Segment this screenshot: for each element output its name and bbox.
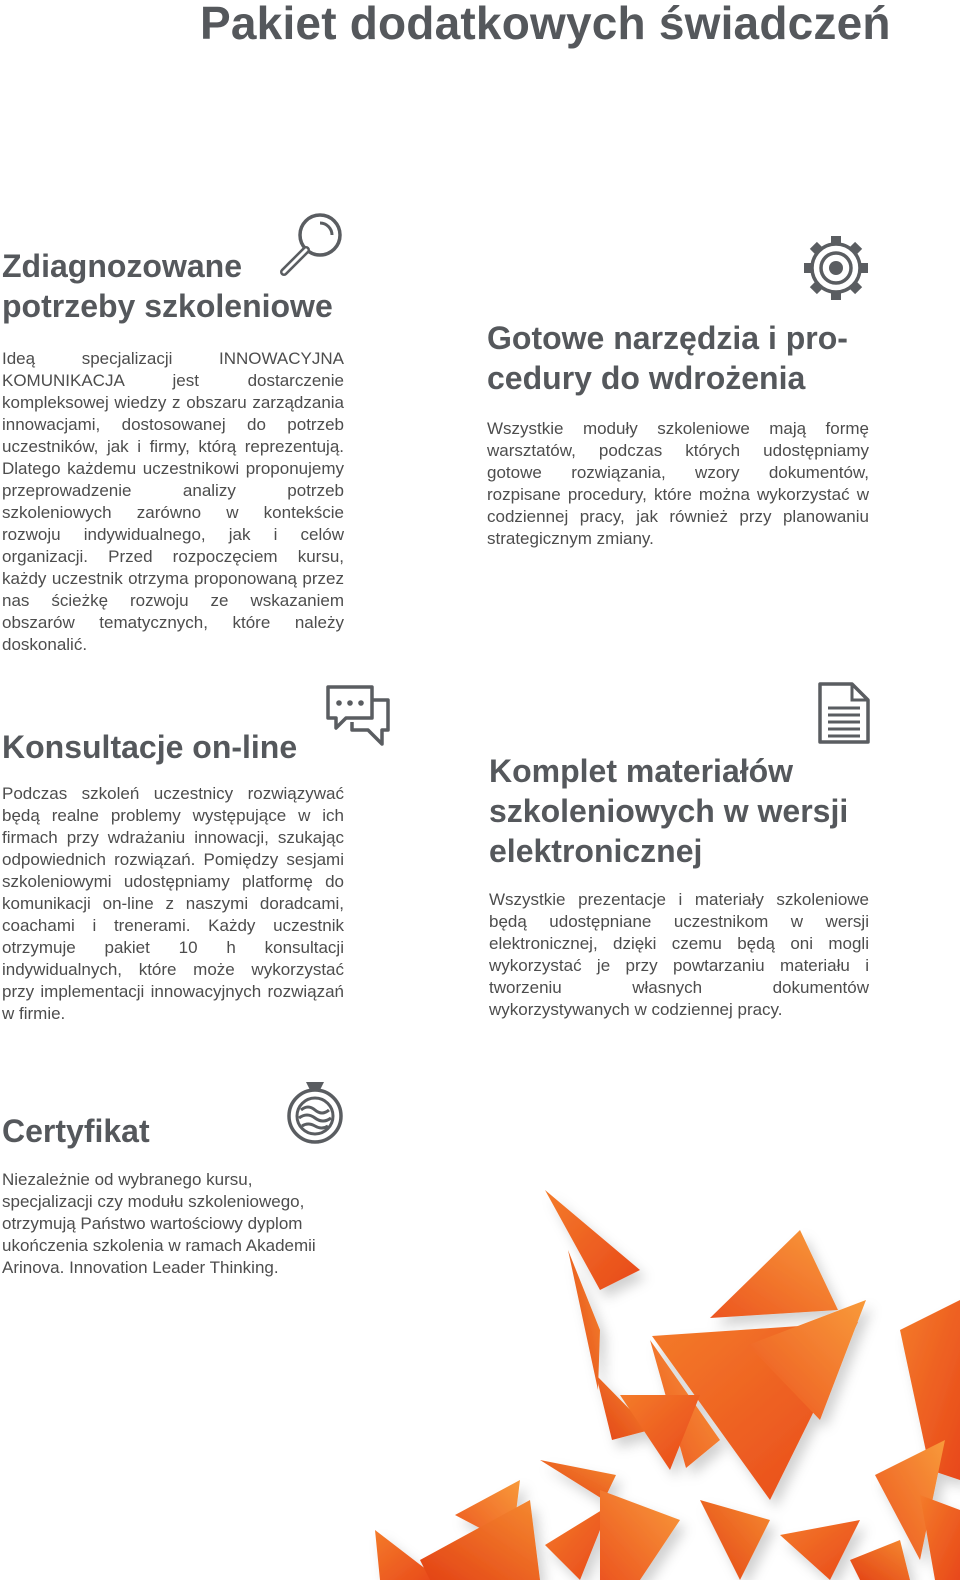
section-body: Wszystkie prezentacje i materiały szkoleniowe będą udostępniane uczestnikom w wersji elektronicznej, dzięki czemu będą oni mogli wykorzystać je przy powtarzaniu materiału i tworzeniu własnych dokumentów wykorzystywanych w codziennej pracy. [489, 890, 869, 1019]
section-body: Niezależnie od wybranego kursu, specjalizacji czy modułu szkoleniowego, otrzymują Państwo wartościowy dyplom ukończenia szkolenia w ramach Akademii Arinova. Innovation Leader Thinking. [2, 1170, 316, 1277]
page-title: Pakiet dodatkowych świadczeń [200, 0, 891, 49]
section-title: Zdiagnozowane potrzeby szkoleniowe [2, 248, 333, 324]
section-body: Ideą specjalizacji INNOWACYJNA KOMUNIKACJA jest dostarczenie kompleksowej wiedzy z obszaru zarządzania innowacjami, dostosowanej do potrzeb uczestników, jak i firmy, którą reprezentują. Dlatego każdemu uczestnikowi proponujemy przeprowadzenie analizy potrzeb szkoleniowych zarówno w kontekście rozwoju indywidualnego, jak i celów organizacji. Przed rozpoczęciem kursu, każdy uczestnik otrzyma proponowaną przez nas ścieżkę rozwoju ze wskazaniem obszarów tematycznych, które należy doskonalić. [2, 349, 344, 654]
section-body: Podczas szkoleń uczestnicy rozwiązywać będą realne problemy występujące w ich firmach przy wdrażaniu innowacji, szukając odpowiednich rozwiązań. Pomiędzy sesjami szkoleniowymi udostępniamy platformę do komunikacji on-line z naszymi doradcami, coachami i trenerami. Każdy uczestnik otrzymuje pakiet 10 h konsultacji indywidualnych, które może wykorzystać przy implementacji innowacyjnych rozwiązań w firmie. [2, 784, 344, 1023]
section-title: Gotowe narzędzia i pro- cedury do wdrożenia [487, 320, 848, 396]
section-body: Wszystkie moduły szkoleniowe mają formę warsztatów, podczas których udostępniamy gotowe rozwiązania, wzory dokumentów, rozpisane procedury, które można wykorzystać w codziennej pracy, jak również przy planowaniu strategicznym zmiany. [487, 419, 869, 548]
section-title: Konsultacje on-line [2, 729, 298, 765]
section-title: Certyfikat [2, 1113, 150, 1149]
section-title: Komplet materiałów szkoleniowych w wersji elektronicznej [489, 753, 849, 869]
